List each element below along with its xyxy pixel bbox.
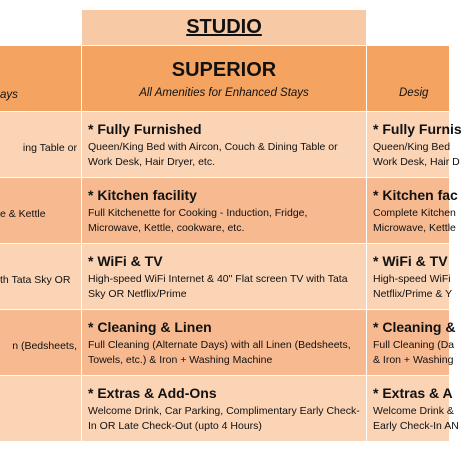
- right-desc-extras-line1: Welcome Drink &: [373, 405, 454, 417]
- feature-desc-wifi-tv-line2: Sky OR Netflix/Prime: [88, 288, 187, 300]
- studio-title-cell: [82, 10, 367, 46]
- left-row-2: [0, 178, 82, 244]
- feature-desc-furnished-line2: Work Desk, Hair Dryer, etc.: [88, 156, 215, 168]
- right-title-cleaning: * Cleaning &: [373, 319, 456, 335]
- feature-desc-cleaning-line1: Full Cleaning (Alternate Days) with all Linen (Bedsheets,: [88, 339, 351, 351]
- left-row-5: [0, 376, 82, 442]
- left-row-1-desc: ing Table or: [22, 142, 77, 154]
- feature-desc-kitchen-line1: Full Kitchenette for Cooking - Induction, Fridge,: [88, 207, 308, 219]
- right-title-extras: * Extras & A: [373, 385, 453, 401]
- feature-desc-extras-line1: Welcome Drink, Car Parking, Complimentary Early Check-: [88, 405, 360, 417]
- right-desc-wifi-tv-line1: High-speed WiFi: [373, 273, 451, 285]
- right-feature-extras: [367, 376, 459, 442]
- feature-desc-cleaning-line2: Towels, etc.) & Iron + Washing Machine: [88, 354, 273, 366]
- feature-title-wifi-tv: * WiFi & TV: [88, 253, 163, 269]
- feature-desc-extras-line2: In OR Late Check-Out (upto 4 Hours): [88, 420, 262, 432]
- right-desc-cleaning-line1: Full Cleaning (Da: [373, 339, 455, 351]
- studio-title: STUDIO: [186, 16, 262, 38]
- right-feature-kitchen: [367, 178, 458, 244]
- left-row-2-desc: e & Kettle: [0, 208, 46, 220]
- right-desc-furnished-line2: Work Desk, Hair D: [373, 156, 460, 168]
- feature-desc-wifi-tv-line1: High-speed WiFi Internet & 40" Flat screen TV with Tata: [88, 273, 348, 285]
- right-desc-wifi-tv-line2: Netflix/Prime & Y: [373, 288, 453, 300]
- right-desc-kitchen-line1: Complete Kitchen: [373, 207, 456, 219]
- title-row-right-empty: [367, 0, 450, 46]
- left-row-5-desc: [0, 376, 81, 405]
- right-title-kitchen: * Kitchen fac: [373, 187, 458, 203]
- superior-header-cell: [82, 46, 367, 112]
- superior-title: SUPERIOR: [171, 59, 277, 81]
- right-desc-cleaning-line2: & Iron + Washing: [373, 354, 454, 366]
- left-row-4: [0, 310, 82, 376]
- right-title-wifi-tv: * WiFi & TV: [373, 253, 448, 269]
- feature-title-furnished: * Fully Furnished: [88, 121, 202, 137]
- left-header-subtitle: ays: [0, 89, 18, 101]
- right-feature-furnished: [367, 112, 462, 178]
- feature-desc-kitchen-line2: Microwave, Kettle, cookware, etc.: [88, 222, 245, 234]
- feature-title-extras: * Extras & Add-Ons: [88, 385, 217, 401]
- feature-desc-furnished-line1: Queen/King Bed with Aircon, Couch & Dining Table or: [88, 141, 338, 153]
- right-title-furnished: * Fully Furnis: [373, 121, 462, 137]
- superior-feature-kitchen: [82, 178, 367, 244]
- right-feature-wifi-tv: [367, 244, 453, 310]
- right-desc-furnished-line1: Queen/King Bed: [373, 141, 451, 153]
- right-desc-extras-line2: Early Check-In AN: [373, 420, 459, 432]
- bottom-strip: [0, 442, 450, 450]
- feature-title-cleaning: * Cleaning & Linen: [88, 319, 212, 335]
- left-row-3: [0, 244, 82, 310]
- superior-feature-wifi-tv: [82, 244, 367, 310]
- feature-title-kitchen: * Kitchen facility: [88, 187, 197, 203]
- superior-feature-furnished: [82, 112, 367, 178]
- title-row-left-empty: [0, 0, 82, 46]
- left-row-1: [0, 112, 82, 178]
- superior-subtitle: All Amenities for Enhanced Stays: [139, 87, 309, 99]
- left-header-cell: [0, 46, 82, 112]
- right-header-cell: [367, 46, 450, 112]
- left-row-3-desc: th Tata Sky OR: [0, 274, 71, 286]
- left-row-4-desc: n (Bedsheets,: [12, 340, 77, 352]
- right-header-subtitle: Desig: [399, 87, 429, 99]
- superior-feature-cleaning: [82, 310, 367, 376]
- superior-feature-extras: [82, 376, 367, 442]
- right-feature-cleaning: [367, 310, 456, 376]
- right-desc-kitchen-line2: Microwave, Kettle: [373, 222, 456, 234]
